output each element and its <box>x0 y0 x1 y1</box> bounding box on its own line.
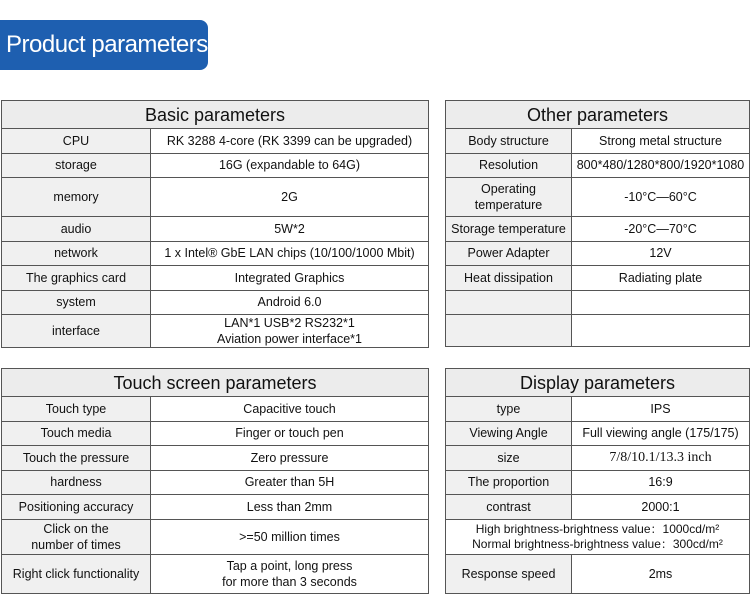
table-row <box>2 290 429 315</box>
table-header-row <box>2 369 429 397</box>
spec-key: Touch type <box>2 397 151 422</box>
table-row <box>446 241 750 266</box>
table-row <box>2 129 429 154</box>
spec-key: Heat dissipation <box>446 266 572 291</box>
spec-value-line: Normal brightness-brightness value：300cd/m² <box>472 536 723 551</box>
page-title: Product parameters <box>6 31 208 58</box>
spec-value: 1 x Intel® GbE LAN chips (10/100/1000 Mbit) <box>151 241 429 266</box>
page-title-banner <box>0 20 208 70</box>
display-parameters-table <box>445 368 750 594</box>
table-row-empty <box>446 290 750 315</box>
spec-value: Strong metal structure <box>572 129 750 154</box>
spec-key: Storage temperature <box>446 217 572 242</box>
table-row <box>446 495 750 520</box>
spec-key: Power Adapter <box>446 241 572 266</box>
empty-cell <box>446 290 572 315</box>
spec-value: 2ms <box>572 554 750 593</box>
table-row <box>446 421 750 446</box>
spec-key: The graphics card <box>2 266 151 291</box>
spec-value: -10°C—60°C <box>572 178 750 217</box>
spec-key: Viewing Angle <box>446 421 572 446</box>
empty-cell <box>572 290 750 315</box>
spec-value: RK 3288 4-core (RK 3399 can be upgraded) <box>151 129 429 154</box>
spec-key: interface <box>2 315 151 348</box>
spec-value: Capacitive touch <box>151 397 429 422</box>
table-row <box>2 397 429 422</box>
spec-value: 2G <box>151 178 429 217</box>
table-header-row <box>446 101 750 129</box>
table-row <box>446 446 750 471</box>
spec-key-line: Operating <box>481 182 536 196</box>
spec-value: Integrated Graphics <box>151 266 429 291</box>
spec-value <box>151 315 429 348</box>
spec-key: Resolution <box>446 153 572 178</box>
spec-key-line: temperature <box>474 198 543 212</box>
table-row <box>446 217 750 242</box>
spec-value: 16G (expandable to 64G) <box>151 153 429 178</box>
spec-value: IPS <box>572 397 750 422</box>
display-parameters-title: Display parameters <box>446 369 750 397</box>
basic-parameters-table <box>1 100 429 348</box>
spec-key-line: Click on the <box>43 521 109 536</box>
spec-key: network <box>2 241 151 266</box>
spec-value: 5W*2 <box>151 217 429 242</box>
spec-value: 12V <box>572 241 750 266</box>
other-parameters-table <box>445 100 750 347</box>
spec-key: The proportion <box>446 470 572 495</box>
spec-key: hardness <box>2 470 151 495</box>
spec-value: 7/8/10.1/13.3 inch <box>572 446 750 471</box>
spec-key: Right click functionality <box>2 554 151 593</box>
table-header-row <box>446 369 750 397</box>
spec-value: Full viewing angle (175/175) <box>572 421 750 446</box>
spec-key: storage <box>2 153 151 178</box>
spec-key: type <box>446 397 572 422</box>
table-row <box>446 554 750 593</box>
brightness-cell <box>446 519 750 554</box>
touch-screen-parameters-title: Touch screen parameters <box>2 369 429 397</box>
table-row <box>446 153 750 178</box>
table-row <box>446 397 750 422</box>
spec-key: Response speed <box>446 554 572 593</box>
table-row <box>2 217 429 242</box>
spec-value-line: LAN*1 USB*2 RS232*1 <box>224 316 355 330</box>
table-row <box>2 446 429 471</box>
basic-parameters-title: Basic parameters <box>2 101 429 129</box>
spec-value: Finger or touch pen <box>151 421 429 446</box>
table-row <box>446 266 750 291</box>
spec-value: 800*480/1280*800/1920*1080 <box>572 153 750 178</box>
spec-key: size <box>446 446 572 471</box>
table-row <box>2 315 429 348</box>
spec-key: audio <box>2 217 151 242</box>
spec-value: Less than 2mm <box>151 495 429 520</box>
table-row <box>446 129 750 154</box>
spec-key-line: number of times <box>31 537 121 552</box>
table-row <box>2 519 429 554</box>
spec-value: Android 6.0 <box>151 290 429 315</box>
spec-key: Body structure <box>446 129 572 154</box>
table-row <box>2 178 429 217</box>
spec-value: 2000:1 <box>572 495 750 520</box>
table-row <box>2 470 429 495</box>
table-row-empty <box>446 315 750 347</box>
table-row <box>2 421 429 446</box>
table-header-row <box>2 101 429 129</box>
empty-cell <box>572 315 750 347</box>
spec-value: -20°C—70°C <box>572 217 750 242</box>
spec-key: contrast <box>446 495 572 520</box>
spec-key: Touch media <box>2 421 151 446</box>
table-row <box>2 266 429 291</box>
spec-key: system <box>2 290 151 315</box>
spec-value-line: for more than 3 seconds <box>222 574 357 589</box>
touch-screen-parameters-table <box>1 368 429 594</box>
spec-key: memory <box>2 178 151 217</box>
table-row <box>2 241 429 266</box>
spec-key <box>2 519 151 554</box>
spec-value <box>151 554 429 593</box>
table-row <box>446 178 750 217</box>
table-row <box>2 495 429 520</box>
table-row <box>446 519 750 554</box>
spec-key: Touch the pressure <box>2 446 151 471</box>
spec-value: >=50 million times <box>151 519 429 554</box>
other-parameters-title: Other parameters <box>446 101 750 129</box>
spec-value-line: Aviation power interface*1 <box>217 332 362 346</box>
spec-value: Greater than 5H <box>151 470 429 495</box>
spec-value: 16:9 <box>572 470 750 495</box>
spec-key: CPU <box>2 129 151 154</box>
table-row <box>446 470 750 495</box>
table-row <box>2 554 429 593</box>
table-row <box>2 153 429 178</box>
spec-key: Positioning accuracy <box>2 495 151 520</box>
empty-cell <box>446 315 572 347</box>
spec-value: Radiating plate <box>572 266 750 291</box>
spec-value-line: High brightness-brightness value：1000cd/m² <box>475 521 720 536</box>
spec-value: Zero pressure <box>151 446 429 471</box>
spec-value-line: Tap a point, long press <box>226 558 353 573</box>
spec-key <box>446 178 572 217</box>
